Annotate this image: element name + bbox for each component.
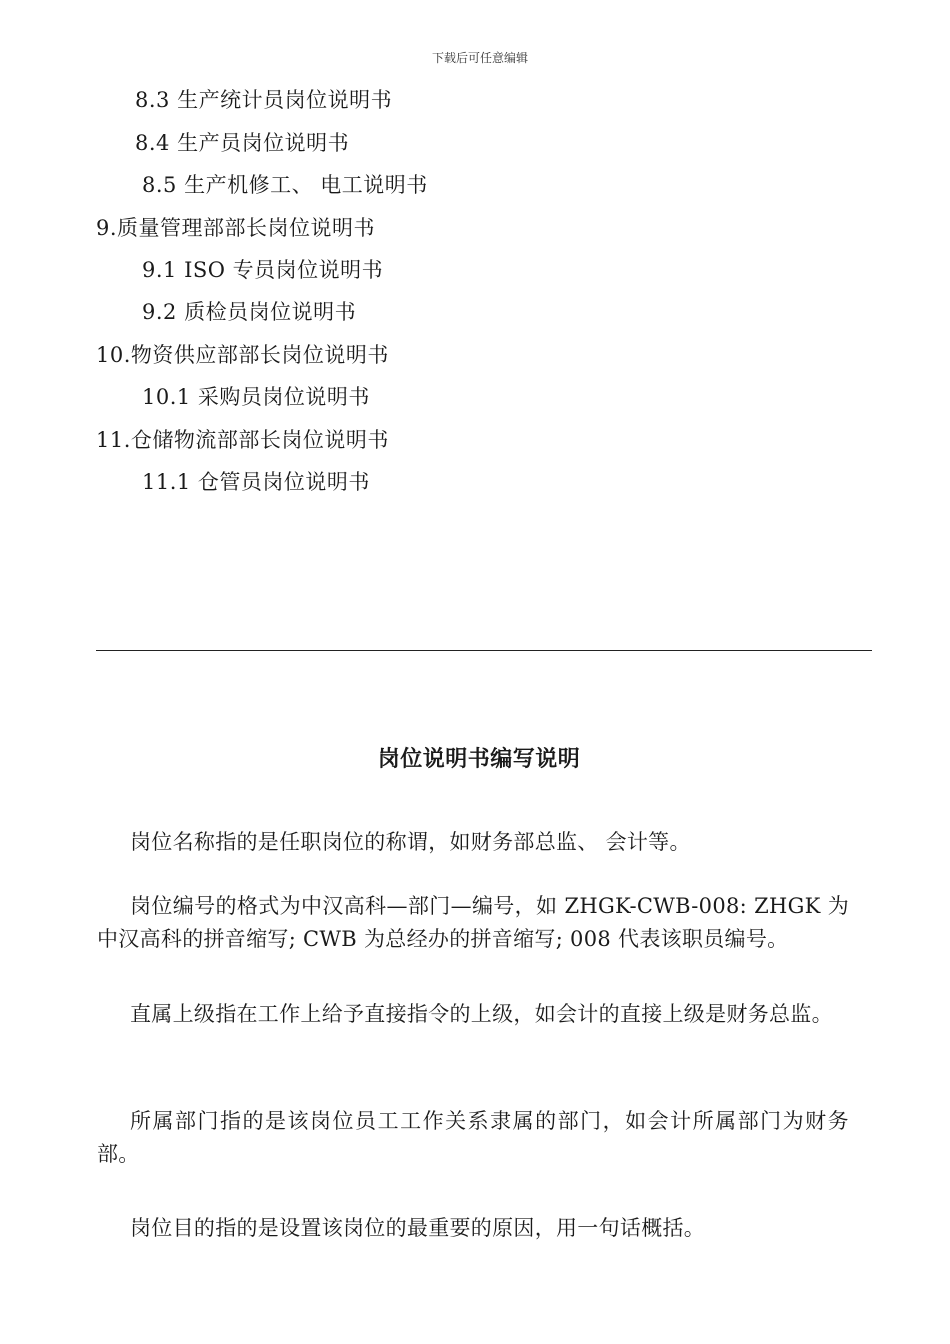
toc-item-8-3: 8.3 生产统计员岗位说明书 <box>135 88 393 112</box>
paragraph-direct-superior: 直属上级指在工作上给予直接指令的上级，如会计的直接上级是财务总监。 <box>130 1002 833 1026</box>
paragraph-job-title: 岗位名称指的是任职岗位的称谓，如财务部总监、 会计等。 <box>130 830 691 854</box>
toc-item-9-1: 9.1 ISO 专员岗位说明书 <box>142 258 384 282</box>
section-title: 岗位说明书编写说明 <box>377 746 581 772</box>
paragraph-job-code: 岗位编号的格式为中汉高科—部门—编号，如 ZHGK-CWB-008: ZHGK 为中汉高科的拼音缩写; CWB 为总经办的拼音缩写; 008 代表该职员编号。 <box>97 894 849 951</box>
toc-item-8-5: 8.5 生产机修工、 电工说明书 <box>142 173 428 197</box>
toc-item-10: 10.物资供应部部长岗位说明书 <box>96 343 389 367</box>
toc-item-11-1: 11.1 仓管员岗位说明书 <box>142 470 370 494</box>
toc-item-9: 9.质量管理部部长岗位说明书 <box>96 216 376 240</box>
toc-item-8-4: 8.4 生产员岗位说明书 <box>135 131 350 155</box>
toc-item-9-2: 9.2 质检员岗位说明书 <box>142 300 357 324</box>
section-divider <box>96 650 872 651</box>
toc-item-10-1: 10.1 采购员岗位说明书 <box>142 385 370 409</box>
toc-item-11: 11.仓储物流部部长岗位说明书 <box>96 428 389 452</box>
page-header: 下载后可任意编辑 <box>431 51 528 65</box>
paragraph-department: 所属部门指的是该岗位员工工作关系隶属的部门，如会计所属部门为财务部。 <box>97 1109 849 1166</box>
paragraph-job-purpose: 岗位目的指的是设置该岗位的最重要的原因，用一句话概括。 <box>130 1216 706 1240</box>
